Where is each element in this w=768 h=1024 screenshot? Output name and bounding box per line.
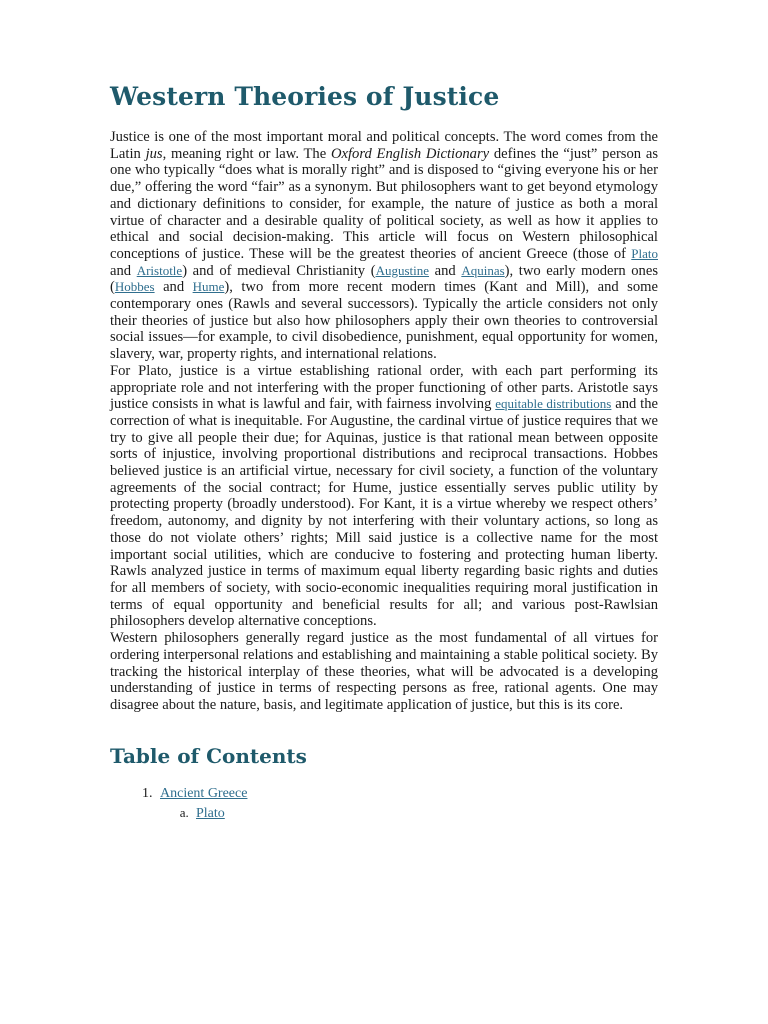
page-title: Western Theories of Justice [110,82,500,111]
link-aristotle[interactable]: Aristotle [136,262,183,278]
article [110,82,658,823]
toc-subitem [192,803,658,823]
link-hume[interactable]: Hume [192,279,225,295]
summary-paragraph: For Plato, justice is a virtue establishing rational order, with each part performing its appropriate role and not interfering with the proper functioning of other parts. Aristotle says justice consists in what is lawful and fair, with fairness involving equitable distributions and the correction of what is inequitable. For Augustine, the cardinal virtue of justice requires that we try to give all people their due; for Aquinas, justice is that rational mean between opposite sorts of injustice, involving proportional distributions and reciprocal transactions. Hobbes believed justice is an artificial virtue, necessary for civil society, a function of the voluntary agreements of the social contract; for Hume, justice essentially serves public utility by protecting property (broadly understood). For Kant, it is a virtue whereby we respect others’ freedom, autonomy, and dignity by not interfering with their voluntary actions, so long as those do not violate others’ rights; Mill said justice is a collective name for the most important social utilities, which are conducive to fostering and protecting human liberty. Rawls analyzed justice in terms of maximum equal liberty regarding basic rights and duties for all members of society, with socio-economic inequalities requiring moral justification in terms of equal opportunity and beneficial results for all; and various post-Rawlsian philosophers develop alternative conceptions. [110,362,659,630]
toc-link-ancient-greece[interactable]: Ancient Greece [160,785,248,801]
table-of-contents [110,784,658,823]
toc-heading: Table of Contents [110,743,307,768]
closing-paragraph: Western philosophers generally regard justice as the most fundamental of all virtues for ordering interpersonal relations and establishing and maintaining a stable political society. By tracking the historical interplay of these theories, what will be advocated is a developing understanding of justice in terms of respecting persons as free, rational agents. One may disagree about the nature, basis, and legitimate application of justice, but this is its core. [110,630,658,713]
intro-paragraph: Justice is one of the most important moral and political concepts. The word comes from the Latin jus, meaning right or law. The Oxford English Dictionary defines the “just” person as one who typically “does what is morally right” and is disposed to “giving everyone his or her due,” offering the word “fair” as a synonym. But philosophers want to get beyond etymology and dictionary definitions to consider, for example, the nature of justice as both a moral virtue of character and a desirable quality of political society, as well as how it applies to ethical and social decision-making. This article will focus on Western philosophical conceptions of justice. These will be the greatest theories of ancient Greece (those of Plato and Aristotle) and of medieval Christianity (Augustine and Aquinas), two early modern ones (Hobbes and Hume), two from more recent modern times (Kant and Mill), and some contemporary ones (Rawls and several successors). Typically the article considers not only their theories of justice but also how philosophers apply their own theories to controversial social issues—for example, to civil disobedience, punishment, equal opportunity for women, slavery, war, property rights, and international relations. [110,129,658,363]
link-plato[interactable]: Plato [631,245,658,261]
toc-link-plato[interactable]: Plato [196,805,225,821]
toc-item [156,784,658,823]
link-augustine[interactable]: Augustine [375,262,430,278]
link-hobbes[interactable]: Hobbes [114,279,155,295]
toc-sublist [160,803,658,823]
link-aquinas[interactable]: Aquinas [461,262,505,278]
link-equitable-distributions[interactable]: equitable distributions [495,396,612,412]
